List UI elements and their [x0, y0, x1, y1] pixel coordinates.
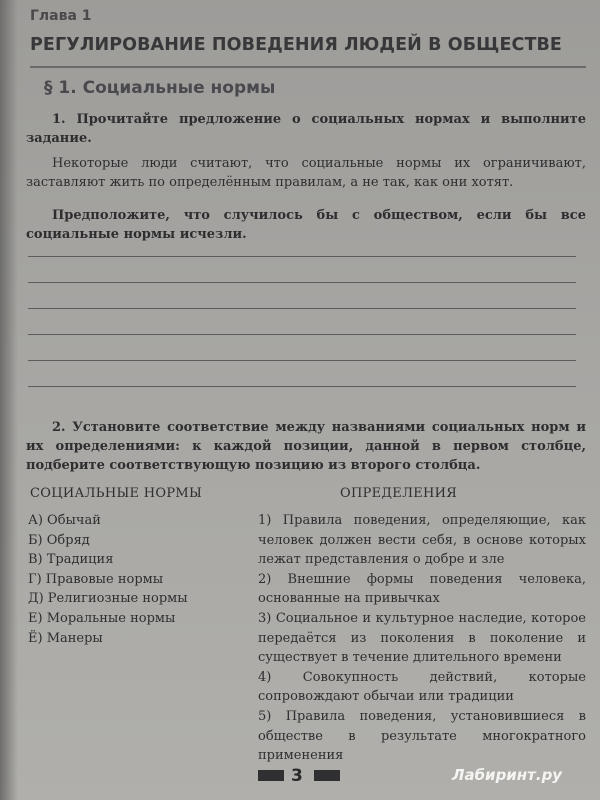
chapter-title: РЕГУЛИРОВАНИЕ ПОВЕДЕНИЯ ЛЮДЕЙ В ОБЩЕСТВЕ: [30, 35, 562, 55]
definition-item: 3) Социальное и культурное наследие, которое передаётся из поколения в поколение и существует в течение длительного времени: [258, 610, 586, 666]
norm-item: Д) Религиозные нормы: [28, 591, 188, 607]
task1-statement: Некоторые люди считают, что социальные нормы их ограничивают, заставляют жить по определённым правилам, а не так, как они хотят.: [26, 156, 586, 190]
definition-item: 1) Правила поведения, определяющие, как человек должен вести себя, в основе которых лежат представления о добре и зле: [258, 513, 586, 568]
definitions-list: [258, 511, 586, 766]
answer-line[interactable]: [28, 360, 576, 361]
answer-line[interactable]: [28, 256, 576, 257]
definition-item: 4) Совокупность действий, которые сопровождают обычаи или традиции: [258, 669, 586, 705]
norm-item: Ё) Манеры: [28, 630, 103, 646]
answer-lines[interactable]: [28, 256, 576, 412]
norm-item: Г) Правовые нормы: [28, 571, 164, 587]
norm-item: Б) Обряд: [28, 532, 90, 548]
page-edge-shadow: [0, 0, 18, 800]
norm-item: А) Обычай: [28, 513, 101, 528]
definitions-column-header: ОПРЕДЕЛЕНИЯ: [340, 486, 458, 501]
page-number-bar-left: [258, 770, 284, 781]
answer-line[interactable]: [28, 334, 576, 335]
page-number-bar-right: [314, 770, 340, 781]
chapter-label: Глава 1: [30, 8, 92, 24]
answer-line[interactable]: [28, 308, 576, 309]
definition-item: 2) Внешние формы поведения человека, основанные на привычках: [258, 571, 586, 607]
watermark: Лабиринт.ру: [452, 766, 563, 784]
page-number: 3: [291, 766, 303, 786]
task2-instruction: 2. Установите соответствие между названиями социальных норм и их определениями: к каждой позиции, данной в первом столбце, подберите соответствующую позицию из второго столбца.: [26, 420, 586, 473]
answer-line[interactable]: [28, 282, 576, 283]
task1-instruction: 1. Прочитайте предложение о социальных нормах и выполните задание.: [26, 112, 586, 146]
norms-column-header: СОЦИАЛЬНЫЕ НОРМЫ: [30, 486, 203, 501]
header-divider: [30, 66, 586, 68]
answer-line[interactable]: [28, 386, 576, 387]
definition-item: 5) Правила поведения, установившиеся в обществе в результате многократного применения: [258, 708, 586, 764]
task1-question: Предположите, что случилось бы с обществом, если бы все социальные нормы исчезли.: [26, 208, 586, 242]
norms-list: [28, 511, 228, 648]
section-title: § 1. Социальные нормы: [44, 78, 276, 98]
norm-item: Е) Моральные нормы: [28, 610, 176, 626]
norm-item: В) Традиция: [28, 552, 114, 568]
